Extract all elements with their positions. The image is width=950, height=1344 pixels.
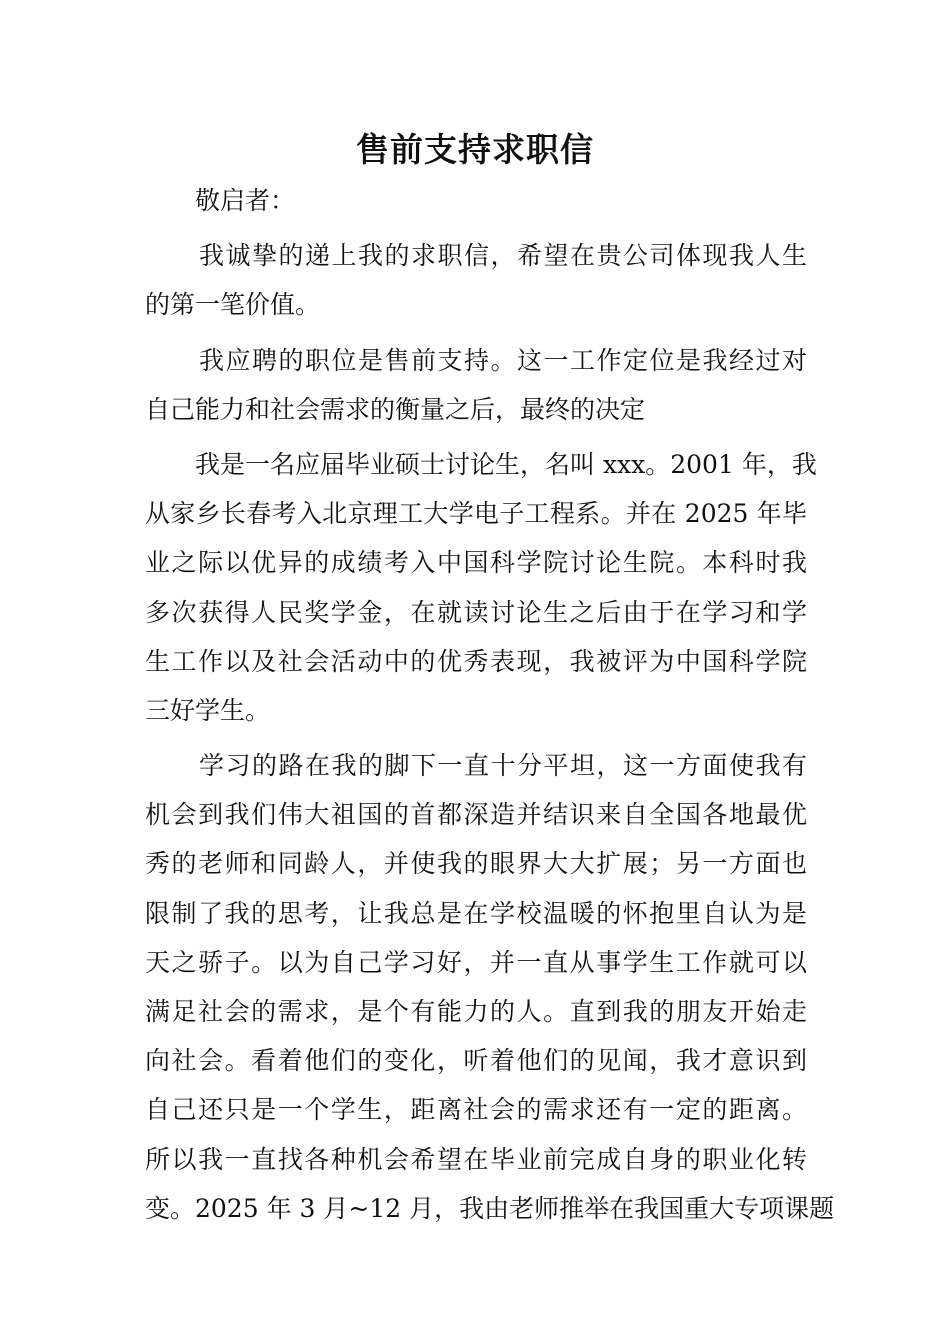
paragraph-line: 向社会。看着他们的变化，听着他们的见闻，我才意识到 (145, 1046, 807, 1076)
document-title: 售前支持求职信 (356, 130, 594, 169)
paragraph-line: 秀的老师和同龄人，并使我的眼界大大扩展；另一方面也 (145, 849, 807, 879)
paragraph-line: 我应聘的职位是售前支持。这一工作定位是我经过对 (199, 345, 807, 375)
paragraph-line: 天之骄子。以为自己学习好，并一直从事学生工作就可以 (145, 947, 807, 977)
salutation: 敬启者： (195, 186, 296, 215)
paragraph-line: 从家乡长春考入北京理工大学电子工程系。并在 2025 年毕 (145, 499, 807, 529)
paragraph-line: 业之际以优异的成绩考入中国科学院讨论生院。本科时我 (145, 548, 807, 578)
paragraph-line: 满足社会的需求，是个有能力的人。直到我的朋友开始走 (145, 997, 807, 1026)
paragraph-line: 我诚挚的递上我的求职信，希望在贵公司体现我人生 (199, 241, 807, 271)
paragraph-line: 变。2025 年 3 月~12 月，我由老师推举在我国重大专项课题 (145, 1193, 835, 1223)
paragraph-line: 三好学生。 (145, 695, 271, 725)
paragraph-line: 学习的路在我的脚下一直十分平坦，这一方面使我有 (199, 751, 807, 781)
paragraph-line: 所以我一直找各种机会希望在毕业前完成自身的职业化转 (145, 1144, 807, 1174)
paragraph-line: 的第一笔价值。 (145, 290, 321, 320)
paragraph-line: 多次获得人民奖学金，在就读讨论生之后由于在学习和学 (145, 597, 807, 627)
paragraph-line: 自己还只是一个学生，距离社会的需求还有一定的距离。 (145, 1095, 807, 1125)
paragraph-line: 自己能力和社会需求的衡量之后，最终的决定 (145, 394, 646, 424)
letter-body (145, 176, 835, 1233)
paragraph-line: 我是一名应届毕业硕士讨论生，名叫 xxx。2001 年，我 (195, 449, 817, 479)
paragraph-line: 机会到我们伟大祖国的首都深造并结识来自全国各地最优 (145, 800, 807, 830)
paragraph-line: 生工作以及社会活动中的优秀表现，我被评为中国科学院 (145, 646, 807, 676)
paragraph-line: 限制了我的思考，让我总是在学校温暖的怀抱里自认为是 (145, 898, 807, 928)
